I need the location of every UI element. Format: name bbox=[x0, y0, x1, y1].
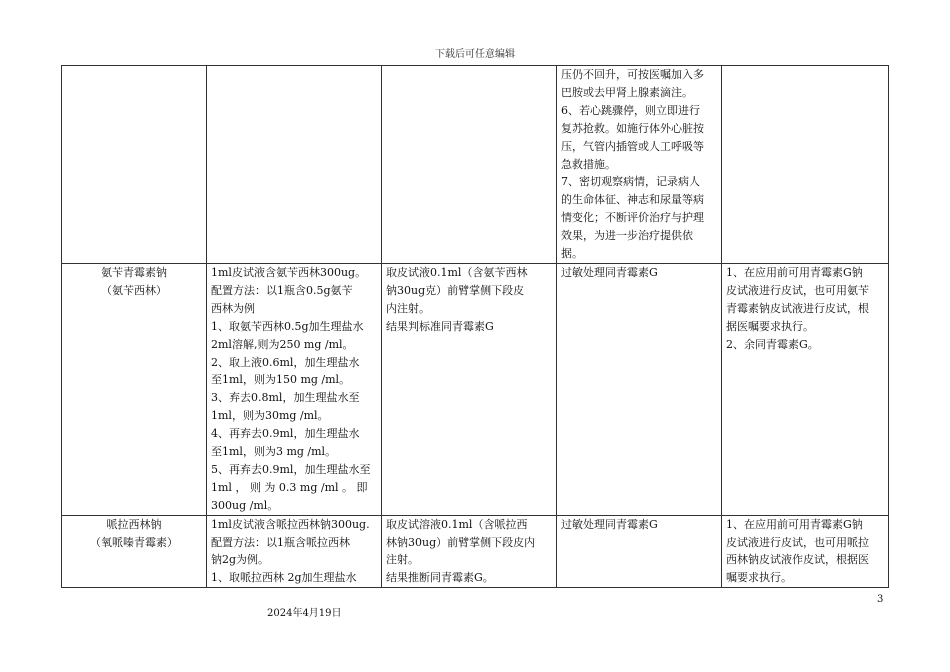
text-line: 6、若心跳骤停，则立即进行 bbox=[561, 103, 700, 117]
text-line: 5、再弃去0.9ml，加生理盐水至 bbox=[211, 462, 371, 476]
text-line: 西林钠皮试液作皮试，根据医 bbox=[726, 553, 869, 567]
text-line: 内注射。 bbox=[386, 301, 430, 315]
text-line: 1ml ， 则 为 0.3 mg /ml 。 即 bbox=[211, 480, 368, 494]
cell-allergy-handling bbox=[557, 515, 722, 588]
text-line: 1、在应用前可用青霉素G钠 bbox=[726, 265, 863, 279]
cell-drug-name bbox=[62, 66, 207, 264]
cell-test-method bbox=[382, 515, 557, 588]
cell-preparation bbox=[207, 515, 382, 588]
text-line: 注射。 bbox=[386, 553, 419, 567]
text-line: 青霉素钠皮试液进行皮试，根 bbox=[726, 301, 869, 315]
cell-notes bbox=[722, 66, 889, 264]
cell-drug-name bbox=[62, 515, 207, 588]
page-number: 3 bbox=[877, 594, 884, 605]
text-line: 皮试液进行皮试，也可用氨苄 bbox=[726, 283, 869, 297]
text-line: 至1ml，则为150 mg /ml。 bbox=[211, 373, 351, 387]
text-line: 取皮试液0.1ml（含氨苄西林 bbox=[386, 265, 528, 279]
text-line: 7、密切观察病情，记录病人 bbox=[561, 175, 700, 189]
text-line: 1ml皮试液含哌拉西林钠300ug. bbox=[211, 517, 370, 531]
text-line: 氨苄青霉素钠 bbox=[101, 265, 167, 279]
text-line: 皮试液进行皮试，也可用哌拉 bbox=[726, 535, 869, 549]
text-line: （氨苄西林） bbox=[101, 283, 167, 297]
cell-notes bbox=[722, 515, 889, 588]
footer-date: 2024年4月19日 bbox=[267, 608, 342, 619]
text-line: 2、取上液0.6ml，加生理盐水 bbox=[211, 355, 360, 369]
text-line: 过敏处理同青霉素G bbox=[561, 517, 658, 531]
text-line: 3、弃去0.8ml，加生理盐水至 bbox=[211, 391, 360, 405]
text-line: 钠30ug克）前臂掌侧下段皮 bbox=[386, 283, 525, 297]
text-line: 哌拉西林钠 bbox=[106, 517, 162, 531]
text-line: 1ml，则为30mg /ml。 bbox=[211, 409, 329, 423]
drug-skin-test-table bbox=[61, 65, 889, 588]
text-line: 林钠30ug）前臂掌侧下段皮内 bbox=[386, 535, 536, 549]
cell-drug-name bbox=[62, 263, 207, 515]
text-line: 情变化；不断评价治疗与护理 bbox=[561, 211, 704, 225]
text-line: 压，气管内插管或人工呼吸等 bbox=[561, 139, 704, 153]
table-row bbox=[62, 515, 889, 588]
cell-allergy-handling bbox=[557, 66, 722, 264]
text-line: 4、再弃去0.9ml，加生理盐水 bbox=[211, 427, 360, 441]
cell-test-method bbox=[382, 66, 557, 264]
text-line: 嘱要求执行。 bbox=[726, 571, 792, 585]
text-line: 1ml皮试液含氨苄西林300ug。 bbox=[211, 265, 367, 279]
text-line: 取皮试溶液0.1ml（含哌拉西 bbox=[386, 517, 528, 531]
text-line: （氧哌嗪青霉素） bbox=[90, 535, 178, 549]
text-line: 效果，为进一步治疗提供依 bbox=[561, 229, 693, 243]
text-line: 1、在应用前可用青霉素G钠 bbox=[726, 517, 863, 531]
page-header: 下载后可任意编辑 bbox=[435, 49, 515, 60]
text-line: 的生命体征、神志和尿量等病 bbox=[561, 193, 704, 207]
text-line: 2、余同青霉素G。 bbox=[726, 337, 819, 351]
text-line: 结果判标准同青霉素G bbox=[386, 319, 494, 333]
cell-notes bbox=[722, 263, 889, 515]
text-line: 配置方法：以1瓶含0.5g氨苄 bbox=[211, 283, 353, 297]
table-row bbox=[62, 66, 889, 264]
cell-allergy-handling bbox=[557, 263, 722, 515]
cell-preparation bbox=[207, 66, 382, 264]
text-line: 据医嘱要求执行。 bbox=[726, 319, 814, 333]
text-line: 复苏抢救。如施行体外心脏按 bbox=[561, 121, 704, 135]
text-line: 300ug /ml。 bbox=[211, 498, 279, 512]
cell-test-method bbox=[382, 263, 557, 515]
text-line: 过敏处理同青霉素G bbox=[561, 265, 658, 279]
text-line: 2ml溶解,则为250 mg /ml。 bbox=[211, 337, 354, 351]
text-line: 至1ml，则为3 mg /ml。 bbox=[211, 445, 337, 459]
cell-preparation bbox=[207, 263, 382, 515]
text-line: 1、取哌拉西林 2g加生理盐水 bbox=[211, 571, 357, 585]
text-line: 西林为例 bbox=[211, 301, 255, 315]
text-line: 急救措施。 bbox=[561, 157, 616, 171]
text-line: 1、取氨苄西林0.5g加生理盐水 bbox=[211, 319, 364, 333]
text-line: 压仍不回升，可按医嘱加入多 bbox=[561, 68, 704, 81]
table-row bbox=[62, 263, 889, 515]
text-line: 配置方法：以1瓶含哌拉西林 bbox=[211, 535, 350, 549]
text-line: 巴胺或去甲肾上腺素滴注。 bbox=[561, 85, 693, 99]
text-line: 钠2g为例。 bbox=[211, 553, 270, 567]
text-line: 结果推断同青霉素G。 bbox=[386, 571, 494, 585]
text-line: 据。 bbox=[561, 247, 583, 261]
